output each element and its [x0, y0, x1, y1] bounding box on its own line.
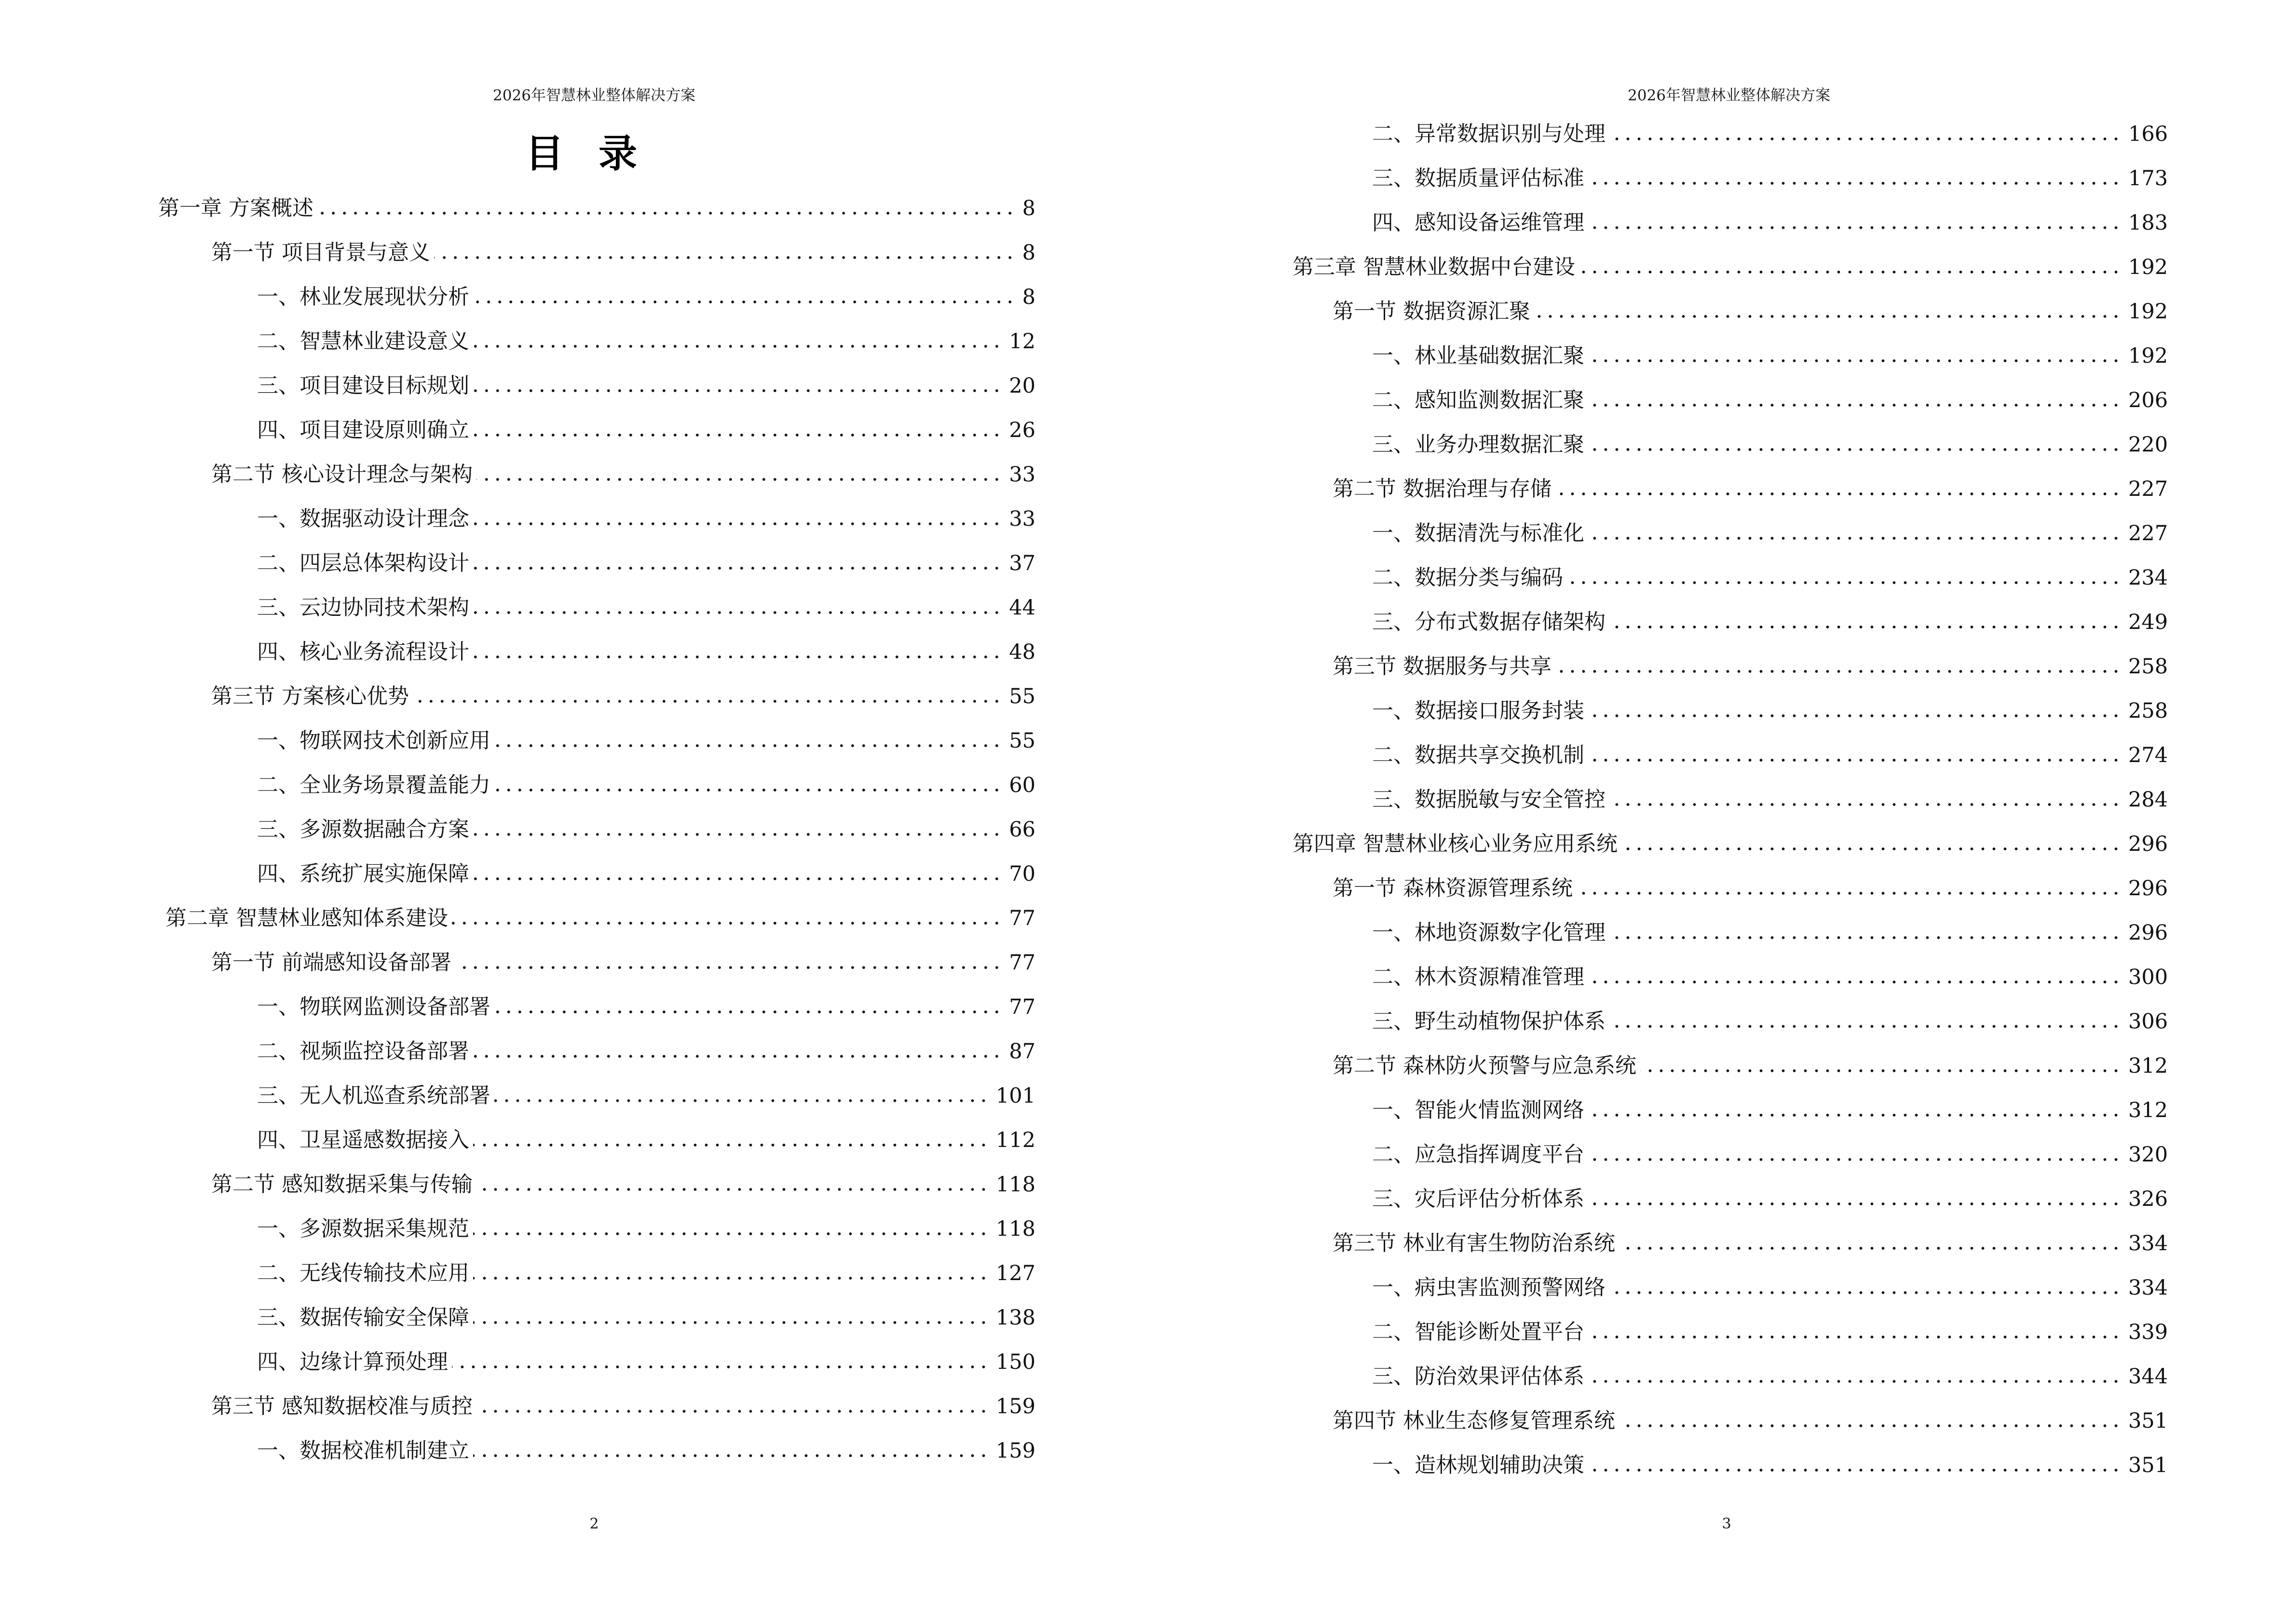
toc-entry-page-number: 320: [2128, 1143, 2168, 1167]
toc-entry-section[interactable]: [1333, 1051, 2168, 1080]
toc-entry-item[interactable]: [257, 815, 1035, 844]
dot-leader: [476, 1392, 989, 1421]
toc-entry-label: 一、智能火情监测网络: [1372, 1098, 1584, 1122]
toc-entry-label: 三、数据脱敏与安全管控: [1372, 787, 1606, 812]
page-number: 2: [589, 1515, 599, 1532]
toc-entry-page-number: 296: [2128, 876, 2168, 901]
toc-entry-label: 第二章 智慧林业感知体系建设: [165, 906, 448, 930]
toc-entry-item[interactable]: [1372, 341, 2168, 370]
dot-leader: [473, 638, 1002, 667]
dot-leader: [1609, 1007, 2122, 1036]
dot-leader: [1588, 1096, 2122, 1125]
dot-leader: [455, 948, 1002, 977]
dot-leader: [473, 1215, 989, 1243]
toc-entry-page-number: 33: [1009, 463, 1035, 487]
toc-entry-label: 二、数据分类与编码: [1372, 565, 1563, 590]
toc-entry-label: 三、数据传输安全保障: [257, 1305, 469, 1330]
toc-entry-page-number: 26: [1009, 418, 1035, 442]
toc-entry-page-number: 55: [1009, 729, 1035, 753]
toc-entry-label: 三、分布式数据存储架构: [1372, 610, 1606, 634]
toc-entry-label: 一、数据校准机制建立: [257, 1438, 469, 1463]
dot-leader: [473, 283, 1016, 312]
running-header: 2026年智慧林业整体解决方案: [493, 87, 695, 104]
toc-entry-item[interactable]: [257, 1436, 1035, 1465]
toc-entry-item[interactable]: [257, 283, 1035, 312]
toc-entry-item[interactable]: [257, 726, 1035, 755]
toc-entry-page-number: 166: [2128, 122, 2168, 146]
dot-leader: [413, 682, 1002, 711]
toc-entry-item[interactable]: [257, 1126, 1035, 1155]
toc-entry-label: 一、物联网监测设备部署: [257, 995, 490, 1019]
dot-leader: [1567, 563, 2122, 592]
dot-leader: [473, 416, 1002, 445]
dot-leader: [1588, 430, 2122, 459]
toc-entry-label: 二、异常数据识别与处理: [1372, 122, 1606, 146]
toc-entry-item[interactable]: [257, 1259, 1035, 1288]
toc-entry-item[interactable]: [257, 771, 1035, 800]
toc-entry-label: 一、数据清洗与标准化: [1372, 521, 1584, 546]
dot-leader: [473, 1126, 989, 1155]
dot-leader: [473, 371, 1002, 400]
dot-leader: [1588, 519, 2122, 548]
dot-leader: [1588, 963, 2122, 992]
toc-entry-page-number: 8: [1022, 196, 1035, 220]
toc-entry-page-number: 118: [995, 1173, 1035, 1197]
toc-entry-label: 三、多源数据融合方案: [257, 817, 469, 842]
toc-entry-section[interactable]: [211, 238, 1035, 267]
toc-entry-page-number: 192: [2128, 300, 2168, 324]
toc-entry-page-number: 77: [1009, 906, 1035, 930]
toc-entry-page-number: 183: [2128, 211, 2168, 235]
toc-entry-section[interactable]: [211, 948, 1035, 977]
toc-entry-label: 二、智慧林业建设意义: [257, 329, 469, 354]
dot-leader: [1609, 608, 2122, 637]
toc-entry-page-number: 274: [2128, 743, 2168, 767]
toc-entry-page-number: 296: [2128, 921, 2168, 945]
toc-entry-item[interactable]: [1372, 519, 2168, 548]
toc-entry-item[interactable]: [257, 371, 1035, 400]
dot-leader: [473, 815, 1002, 844]
toc-entry-label: 一、物联网技术创新应用: [257, 728, 490, 753]
dot-leader: [473, 1259, 989, 1288]
toc-entry-page-number: 118: [995, 1217, 1035, 1241]
dot-leader: [1555, 652, 2122, 681]
dot-leader: [473, 549, 1002, 578]
toc-entry-label: 第三节 林业有害生物防治系统: [1333, 1231, 1615, 1256]
dot-leader: [1588, 208, 2122, 237]
toc-entry-page-number: 37: [1009, 551, 1035, 575]
toc-entry-page-number: 77: [1009, 995, 1035, 1019]
toc-entry-item[interactable]: [1372, 1318, 2168, 1347]
toc-entry-label: 第二节 感知数据采集与传输: [211, 1172, 473, 1197]
toc-entry-page-number: 351: [2128, 1409, 2168, 1433]
toc-entry-label: 三、业务办理数据汇聚: [1372, 432, 1584, 457]
dot-leader: [473, 327, 1002, 356]
toc-entry-label: 第三节 方案核心优势: [211, 684, 409, 709]
dot-leader: [1609, 918, 2122, 947]
dot-leader: [1588, 341, 2122, 370]
toc-entry-page-number: 192: [2128, 344, 2168, 368]
toc-entry-page-number: 227: [2128, 477, 2168, 501]
toc-entry-item[interactable]: [1372, 430, 2168, 459]
toc-entry-item[interactable]: [1372, 164, 2168, 193]
toc-entry-page-number: 173: [2128, 166, 2168, 191]
toc-entry-page-number: 150: [995, 1350, 1035, 1374]
running-header: 2026年智慧林业整体解决方案: [1628, 87, 1830, 104]
toc-entry-page-number: 101: [995, 1084, 1035, 1108]
dot-leader: [1588, 1362, 2122, 1391]
toc-entry-label: 二、视频监控设备部署: [257, 1039, 469, 1064]
dot-leader: [494, 726, 1002, 755]
toc-entry-item[interactable]: [257, 416, 1035, 445]
dot-leader: [1588, 1185, 2122, 1214]
toc-entry-label: 一、病虫害监测预警网络: [1372, 1275, 1606, 1300]
toc-entry-item[interactable]: [1372, 608, 2168, 637]
dot-leader: [494, 993, 1002, 1022]
toc-entry-label: 第三节 感知数据校准与质控: [211, 1394, 473, 1419]
toc-entry-item[interactable]: [257, 593, 1035, 622]
toc-entry-label: 一、林地资源数字化管理: [1372, 920, 1606, 945]
toc-entry-label: 一、数据驱动设计理念: [257, 506, 469, 531]
toc-entry-label: 四、核心业务流程设计: [257, 640, 469, 664]
toc-entry-item[interactable]: [1372, 918, 2168, 947]
toc-entry-page-number: 12: [1009, 329, 1035, 354]
toc-entry-item[interactable]: [257, 327, 1035, 356]
dot-leader: [473, 593, 1002, 622]
toc-entry-label: 第三节 数据服务与共享: [1333, 654, 1552, 679]
toc-entry-label: 第三章 智慧林业数据中台建设: [1293, 255, 1575, 279]
dot-leader: [1588, 1140, 2122, 1169]
toc-entry-item[interactable]: [257, 638, 1035, 667]
dot-leader: [473, 1037, 1002, 1066]
toc-entry-label: 一、林业基础数据汇聚: [1372, 343, 1584, 368]
toc-entry-page-number: 234: [2128, 566, 2168, 590]
dot-leader: [434, 238, 1016, 267]
toc-entry-page-number: 339: [2128, 1320, 2168, 1344]
toc-entry-page-number: 20: [1009, 374, 1035, 398]
toc-entry-item[interactable]: [1372, 386, 2168, 415]
toc-entry-page-number: 159: [995, 1394, 1035, 1419]
dot-leader: [1534, 297, 2122, 326]
toc-entry-section[interactable]: [211, 682, 1035, 711]
toc-entry-item[interactable]: [257, 993, 1035, 1022]
toc-entry-page-number: 326: [2128, 1187, 2168, 1211]
toc-entry-label: 二、数据共享交换机制: [1372, 743, 1584, 767]
toc-entry-label: 第二节 核心设计理念与架构: [211, 462, 473, 487]
toc-entry-label: 第一章 方案概述: [158, 196, 313, 220]
toc-entry-page-number: 48: [1009, 640, 1035, 664]
toc-entry-label: 二、无线传输技术应用: [257, 1261, 469, 1285]
toc-entry-item[interactable]: [1372, 1185, 2168, 1214]
page-number: 3: [1722, 1515, 1731, 1532]
dot-leader: [452, 904, 1002, 933]
toc-entry-page-number: 33: [1009, 507, 1035, 531]
toc-entry-label: 四、卫星遥感数据接入: [257, 1128, 469, 1152]
toc-entry-section[interactable]: [1333, 652, 2168, 681]
toc-entry-label: 第一节 前端感知设备部署: [211, 950, 451, 975]
dot-leader: [1588, 696, 2122, 725]
toc-entry-page-number: 192: [2128, 255, 2168, 279]
toc-entry-label: 二、应急指挥调度平台: [1372, 1142, 1584, 1167]
toc-entry-page-number: 312: [2128, 1054, 2168, 1078]
dot-leader: [476, 460, 1002, 489]
toc-entry-item[interactable]: [1372, 1007, 2168, 1036]
toc-entry-section[interactable]: [211, 1170, 1035, 1199]
toc-entry-item[interactable]: [257, 1081, 1035, 1110]
toc-entry-label: 第二节 森林防火预警与应急系统: [1333, 1053, 1636, 1078]
toc-list: [1144, 0, 2287, 1624]
toc-page-right: [1144, 0, 2287, 1624]
dot-leader: [1621, 830, 2122, 859]
dot-leader: [1588, 1451, 2122, 1480]
toc-entry-page-number: 138: [995, 1306, 1035, 1330]
toc-entry-label: 第二节 数据治理与存储: [1333, 477, 1552, 501]
toc-entry-page-number: 8: [1022, 241, 1035, 265]
toc-entry-item[interactable]: [257, 505, 1035, 533]
toc-entry-item[interactable]: [257, 549, 1035, 578]
dot-leader: [1640, 1051, 2122, 1080]
toc-entry-page-number: 87: [1009, 1039, 1035, 1064]
toc-entry-item[interactable]: [257, 1303, 1035, 1332]
dot-leader: [1588, 1318, 2122, 1347]
toc-entry-label: 三、野生动植物保护体系: [1372, 1009, 1606, 1034]
toc-entry-page-number: 112: [995, 1128, 1035, 1152]
toc-entry-section[interactable]: [211, 1392, 1035, 1421]
toc-entry-page-number: 55: [1009, 684, 1035, 709]
dot-leader: [452, 1348, 989, 1377]
dot-leader: [473, 1303, 989, 1332]
toc-entry-page-number: 296: [2128, 832, 2168, 856]
toc-entry-item[interactable]: [1372, 1140, 2168, 1169]
toc-entry-item[interactable]: [257, 1348, 1035, 1377]
toc-entry-item[interactable]: [1372, 208, 2168, 237]
toc-entry-page-number: 44: [1009, 596, 1035, 620]
toc-entry-page-number: 306: [2128, 1010, 2168, 1034]
toc-entry-section[interactable]: [211, 460, 1035, 489]
toc-entry-label: 二、智能诊断处置平台: [1372, 1320, 1584, 1344]
toc-entry-label: 第四章 智慧林业核心业务应用系统: [1293, 832, 1618, 856]
toc-entry-label: 一、造林规划辅助决策: [1372, 1453, 1584, 1477]
toc-entry-label: 三、云边协同技术架构: [257, 595, 469, 620]
toc-entry-section[interactable]: [1333, 874, 2168, 903]
toc-entry-label: 第一节 项目背景与意义: [211, 240, 430, 265]
toc-entry-page-number: 312: [2128, 1098, 2168, 1122]
toc-entry-item[interactable]: [1372, 1096, 2168, 1125]
dot-leader: [1609, 1273, 2122, 1302]
toc-entry-page-number: 249: [2128, 610, 2168, 634]
toc-entry-page-number: 127: [995, 1261, 1035, 1285]
toc-entry-label: 第一节 森林资源管理系统: [1333, 876, 1573, 901]
toc-entry-label: 二、林木资源精准管理: [1372, 965, 1584, 989]
toc-entry-page-number: 351: [2128, 1453, 2168, 1477]
dot-leader: [494, 771, 1002, 800]
toc-entry-item[interactable]: [1372, 1451, 2168, 1480]
dot-leader: [473, 860, 1002, 888]
toc-entry-chapter[interactable]: [165, 904, 1035, 933]
toc-entry-page-number: 258: [2128, 655, 2168, 679]
toc-entry-item[interactable]: [257, 1037, 1035, 1066]
toc-entry-page-number: 227: [2128, 521, 2168, 546]
toc-entry-page-number: 344: [2128, 1365, 2168, 1389]
toc-entry-chapter[interactable]: [1293, 830, 2168, 859]
toc-entry-page-number: 206: [2128, 388, 2168, 412]
dot-leader: [1588, 386, 2122, 415]
toc-entry-item[interactable]: [1372, 563, 2168, 592]
toc-entry-page-number: 334: [2128, 1276, 2168, 1300]
toc-entry-item[interactable]: [257, 860, 1035, 888]
toc-entry-label: 三、数据质量评估标准: [1372, 166, 1584, 191]
dot-leader: [317, 194, 1016, 223]
dot-leader: [473, 1436, 989, 1465]
toc-entry-label: 四、边缘计算预处理: [257, 1350, 448, 1374]
toc-entry-label: 四、系统扩展实施保障: [257, 861, 469, 886]
toc-entry-section[interactable]: [1333, 475, 2168, 504]
toc-entry-label: 二、全业务场景覆盖能力: [257, 773, 490, 797]
toc-entry-label: 二、感知监测数据汇聚: [1372, 388, 1584, 412]
toc-entry-section[interactable]: [1333, 1229, 2168, 1258]
dot-leader: [476, 1170, 989, 1199]
toc-entry-label: 四、感知设备运维管理: [1372, 210, 1584, 235]
toc-entry-item[interactable]: [1372, 1362, 2168, 1391]
toc-entry-chapter[interactable]: [1293, 253, 2168, 282]
toc-entry-page-number: 8: [1022, 285, 1035, 309]
toc-entry-label: 二、四层总体架构设计: [257, 551, 469, 575]
dot-leader: [1619, 1406, 2122, 1435]
toc-entry-label: 一、林业发展现状分析: [257, 285, 469, 309]
toc-entry-label: 三、防治效果评估体系: [1372, 1364, 1584, 1389]
toc-entry-label: 三、无人机巡查系统部署: [257, 1083, 490, 1108]
dot-leader: [494, 1081, 989, 1110]
dot-leader: [1609, 785, 2122, 814]
toc-entry-section[interactable]: [1333, 297, 2168, 326]
dot-leader: [1588, 164, 2122, 193]
toc-entry-item[interactable]: [1372, 963, 2168, 992]
toc-entry-label: 三、项目建设目标规划: [257, 373, 469, 398]
toc-entry-item[interactable]: [257, 1215, 1035, 1243]
dot-leader: [1619, 1229, 2122, 1258]
toc-entry-page-number: 284: [2128, 788, 2168, 812]
toc-entry-page-number: 77: [1009, 951, 1035, 975]
toc-entry-item[interactable]: [1372, 741, 2168, 770]
toc-title: 目录: [525, 131, 672, 176]
toc-entry-page-number: 220: [2128, 433, 2168, 457]
toc-entry-label: 第四节 林业生态修复管理系统: [1333, 1408, 1615, 1433]
toc-entry-page-number: 70: [1009, 862, 1035, 886]
toc-entry-page-number: 159: [995, 1439, 1035, 1463]
dot-leader: [1588, 741, 2122, 770]
toc-entry-section[interactable]: [1333, 1406, 2168, 1435]
dot-leader: [1577, 874, 2122, 903]
dot-leader: [1609, 120, 2122, 149]
toc-entry-page-number: 300: [2128, 965, 2168, 989]
dot-leader: [473, 505, 1002, 533]
toc-entry-page-number: 258: [2128, 699, 2168, 723]
toc-entry-label: 第一节 数据资源汇聚: [1333, 299, 1530, 324]
toc-entry-item[interactable]: [1372, 120, 2168, 149]
dot-leader: [1555, 475, 2122, 504]
toc-entry-page-number: 66: [1009, 818, 1035, 842]
toc-entry-item[interactable]: [1372, 785, 2168, 814]
toc-entry-label: 三、灾后评估分析体系: [1372, 1187, 1584, 1211]
toc-entry-label: 一、多源数据采集规范: [257, 1216, 469, 1241]
toc-entry-item[interactable]: [1372, 696, 2168, 725]
dot-leader: [1579, 253, 2122, 282]
toc-entry-item[interactable]: [1372, 1273, 2168, 1302]
toc-entry-page-number: 334: [2128, 1231, 2168, 1256]
toc-entry-label: 一、数据接口服务封装: [1372, 698, 1584, 723]
toc-entry-page-number: 60: [1009, 773, 1035, 797]
toc-entry-chapter[interactable]: [158, 194, 1035, 223]
toc-entry-label: 四、项目建设原则确立: [257, 418, 469, 442]
